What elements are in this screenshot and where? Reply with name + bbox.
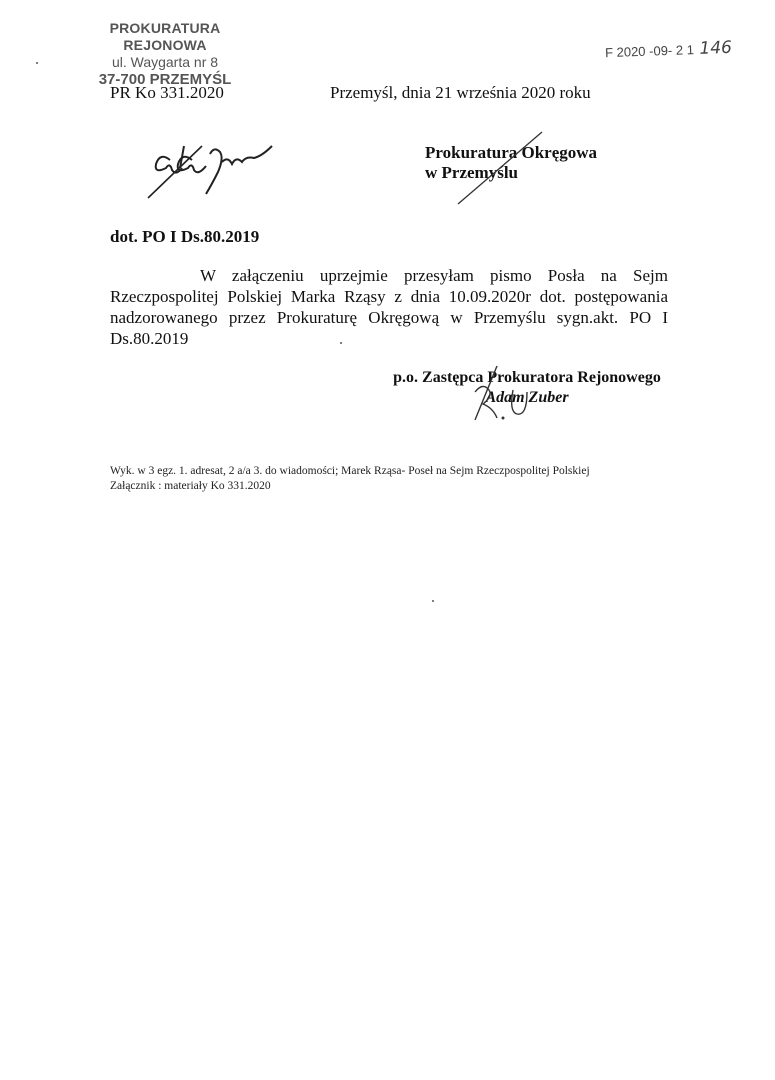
scan-speck [340, 342, 342, 344]
stamp-line-3: 37-700 PRZEMYŚL [98, 71, 232, 88]
reference-number: PR Ko 331.2020 [110, 83, 224, 102]
intake-date-stamp [605, 38, 733, 62]
handwritten-signature [140, 120, 290, 210]
subject-line: dot. PO I Ds.80.2019 [110, 227, 260, 246]
footer-line-1: Wyk. w 3 egz. 1. adresat, 2 a/a 3. do wiadomości; Marek Rząsa- Poseł na Sejm Rzeczpospolitej Polskiej [110, 465, 590, 477]
footer-notes [110, 464, 590, 494]
stamp-line-2: ul. Waygarta nr 8 [111, 54, 219, 70]
addressee-line-2: w Przemyślu [425, 163, 519, 182]
scan-speck [36, 62, 38, 64]
intake-date: F 2020 -09- 2 1 [604, 42, 695, 61]
footer-line-2: Załącznik : materiały Ko 331.2020 [110, 480, 271, 492]
body-text: W załączeniu uprzejmie przesyłam pismo Posła na Sejm Rzeczpospolitej Polskiej Marka Rząsy z dnia 10.09.2020r dot. postępowania nadzorowanego przez Prokuraturę Okręgową w Przemyślu sygn.akt. PO I Ds.80.2019 [110, 266, 668, 348]
office-stamp [80, 20, 250, 88]
handwritten-slash-mark [450, 128, 550, 208]
scan-speck [432, 600, 434, 602]
body-paragraph [110, 265, 668, 349]
handwritten-initials [455, 362, 545, 424]
stamp-line-1: PROKURATURA REJONOWA [109, 20, 221, 53]
signatory-title: p.o. Zastępca Prokuratora Rejonowego [393, 369, 661, 386]
intake-number: 146 [699, 37, 733, 59]
addressee-line-1: Prokuratura Okręgowa [425, 143, 598, 162]
signatory-name: Adam Zuber [485, 389, 569, 406]
date-place: Przemyśl, dnia 21 września 2020 roku [330, 83, 591, 102]
